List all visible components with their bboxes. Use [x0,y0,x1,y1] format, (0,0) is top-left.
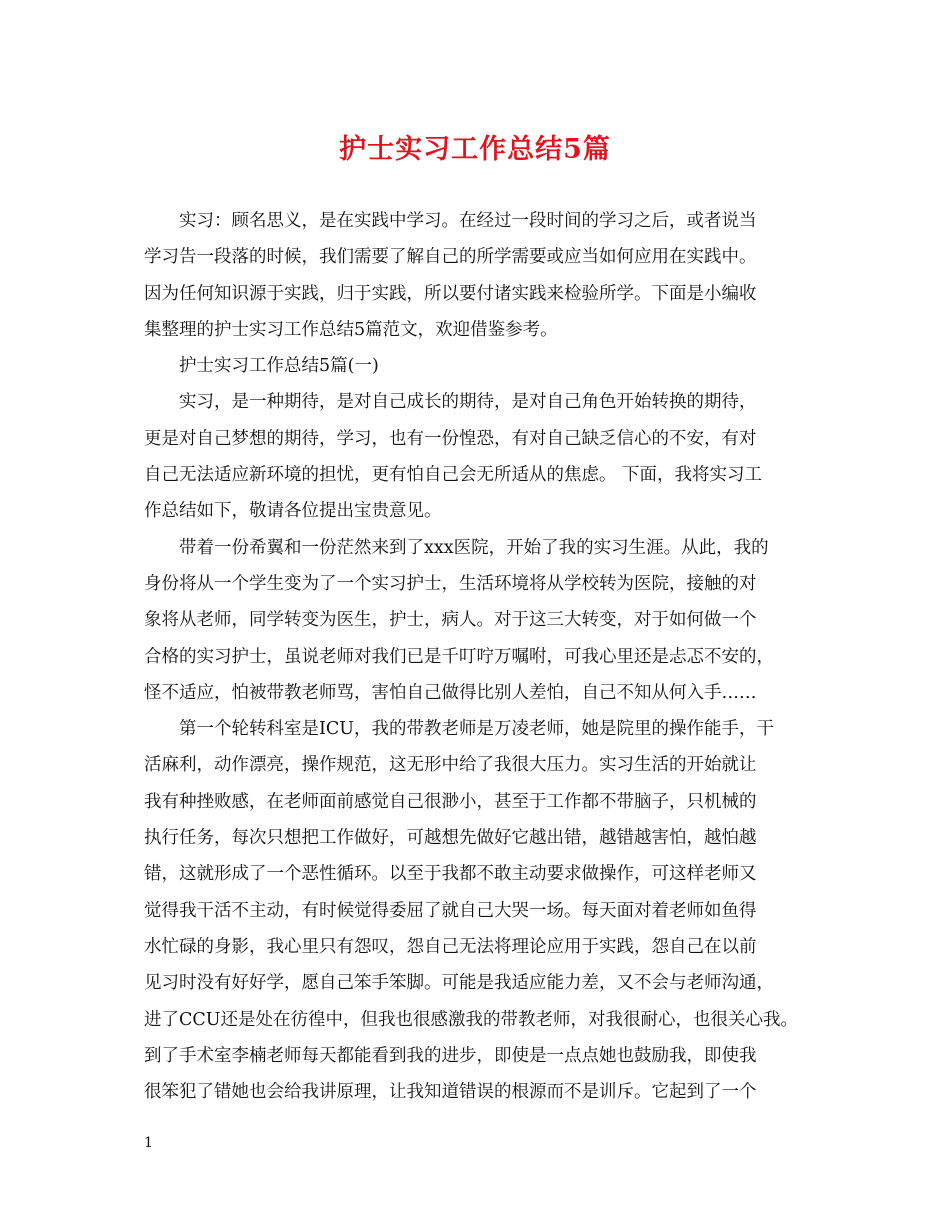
text-line: 觉得我干活不主动，有时候觉得委屈了就自己大哭一场。每天面对着老师如鱼得 [144,900,757,921]
text-line: 更是对自己梦想的期待，学习，也有一份惶恐，有对自己缺乏信心的不安，有对 [144,428,757,449]
text-line: 作总结如下，敬请各位提出宝贵意见。 [144,501,442,522]
text-line: 身份将从一个学生变为了一个实习护士，生活环境将从学校转为医院，接触的对 [144,573,757,594]
document-title: 护士实习工作总结5篇 [339,134,611,165]
document-body [144,203,824,1110]
text-line: 错，这就形成了一个恶性循环。以至于我都不敢主动要求做操作，可这样老师又 [144,864,757,885]
text-line: 水忙碌的身影，我心里只有怨叹，怨自己无法将理论应用于实践，怨自己在以前 [144,936,757,957]
text-line: 执行任务，每次只想把工作做好，可越想先做好它越出错，越错越害怕，越怕越 [144,828,757,849]
text-line: 带着一份希翼和一份茫然来到了xxx医院，开始了我的实习生涯。从此，我的 [179,537,769,558]
text-line: 因为任何知识源于实践，归于实践，所以要付诸实践来检验所学。下面是小编收 [144,283,757,304]
text-line: 集整理的护士实习工作总结5篇范文，欢迎借鉴参考。 [144,319,558,340]
text-line: 进了CCU还是处在彷徨中，但我也很感激我的带教老师，对我很耐心，也很关心我。 [144,1009,799,1030]
text-line: 自己无法适应新环境的担忧，更有怕自己会无所适从的焦虑。 下面，我将实习工 [144,465,763,486]
text-line: 活麻利，动作漂亮，操作规范，这无形中给了我很大压力。实习生活的开始就让 [144,755,757,776]
text-line: 我有种挫败感，在老师面前感觉自己很渺小，甚至于工作都不带脑子，只机械的 [144,791,757,812]
text-line: 到了手术室李楠老师每天都能看到我的进步，即使是一点点她也鼓励我，即使我 [144,1045,757,1066]
text-line: 学习告一段落的时候，我们需要了解自己的所学需要或应当如何应用在实践中。 [144,247,757,268]
text-line: 第一个轮转科室是ICU，我的带教老师是万凌老师，她是院里的操作能手，干 [179,719,775,740]
text-line: 怪不适应，怕被带教老师骂，害怕自己做得比别人差怕，自己不知从何入手…… [144,682,757,703]
text-line: 实习，是一种期待，是对自己成长的期待，是对自己角色开始转换的期待， [179,392,757,413]
text-line: 合格的实习护士，虽说老师对我们已是千叮咛万嘱咐，可我心里还是忐忑不安的， [144,646,774,667]
text-line: 实习：顾名思义，是在实践中学习。在经过一段时间的学习之后，或者说当 [179,211,757,231]
text-line: 很笨犯了错她也会给我讲原理，让我知道错误的根源而不是训斥。它起到了一个 [144,1082,757,1103]
text-line: 见习时没有好好学，愿自己笨手笨脚。可能是我适应能力差，又不会与老师沟通， [144,973,774,994]
page-number: 1 [144,1135,153,1151]
text-line: 护士实习工作总结5篇(一) [179,356,379,377]
text-line: 象将从老师，同学转变为医生，护士，病人。对于这三大转变，对于如何做一个 [144,610,757,631]
